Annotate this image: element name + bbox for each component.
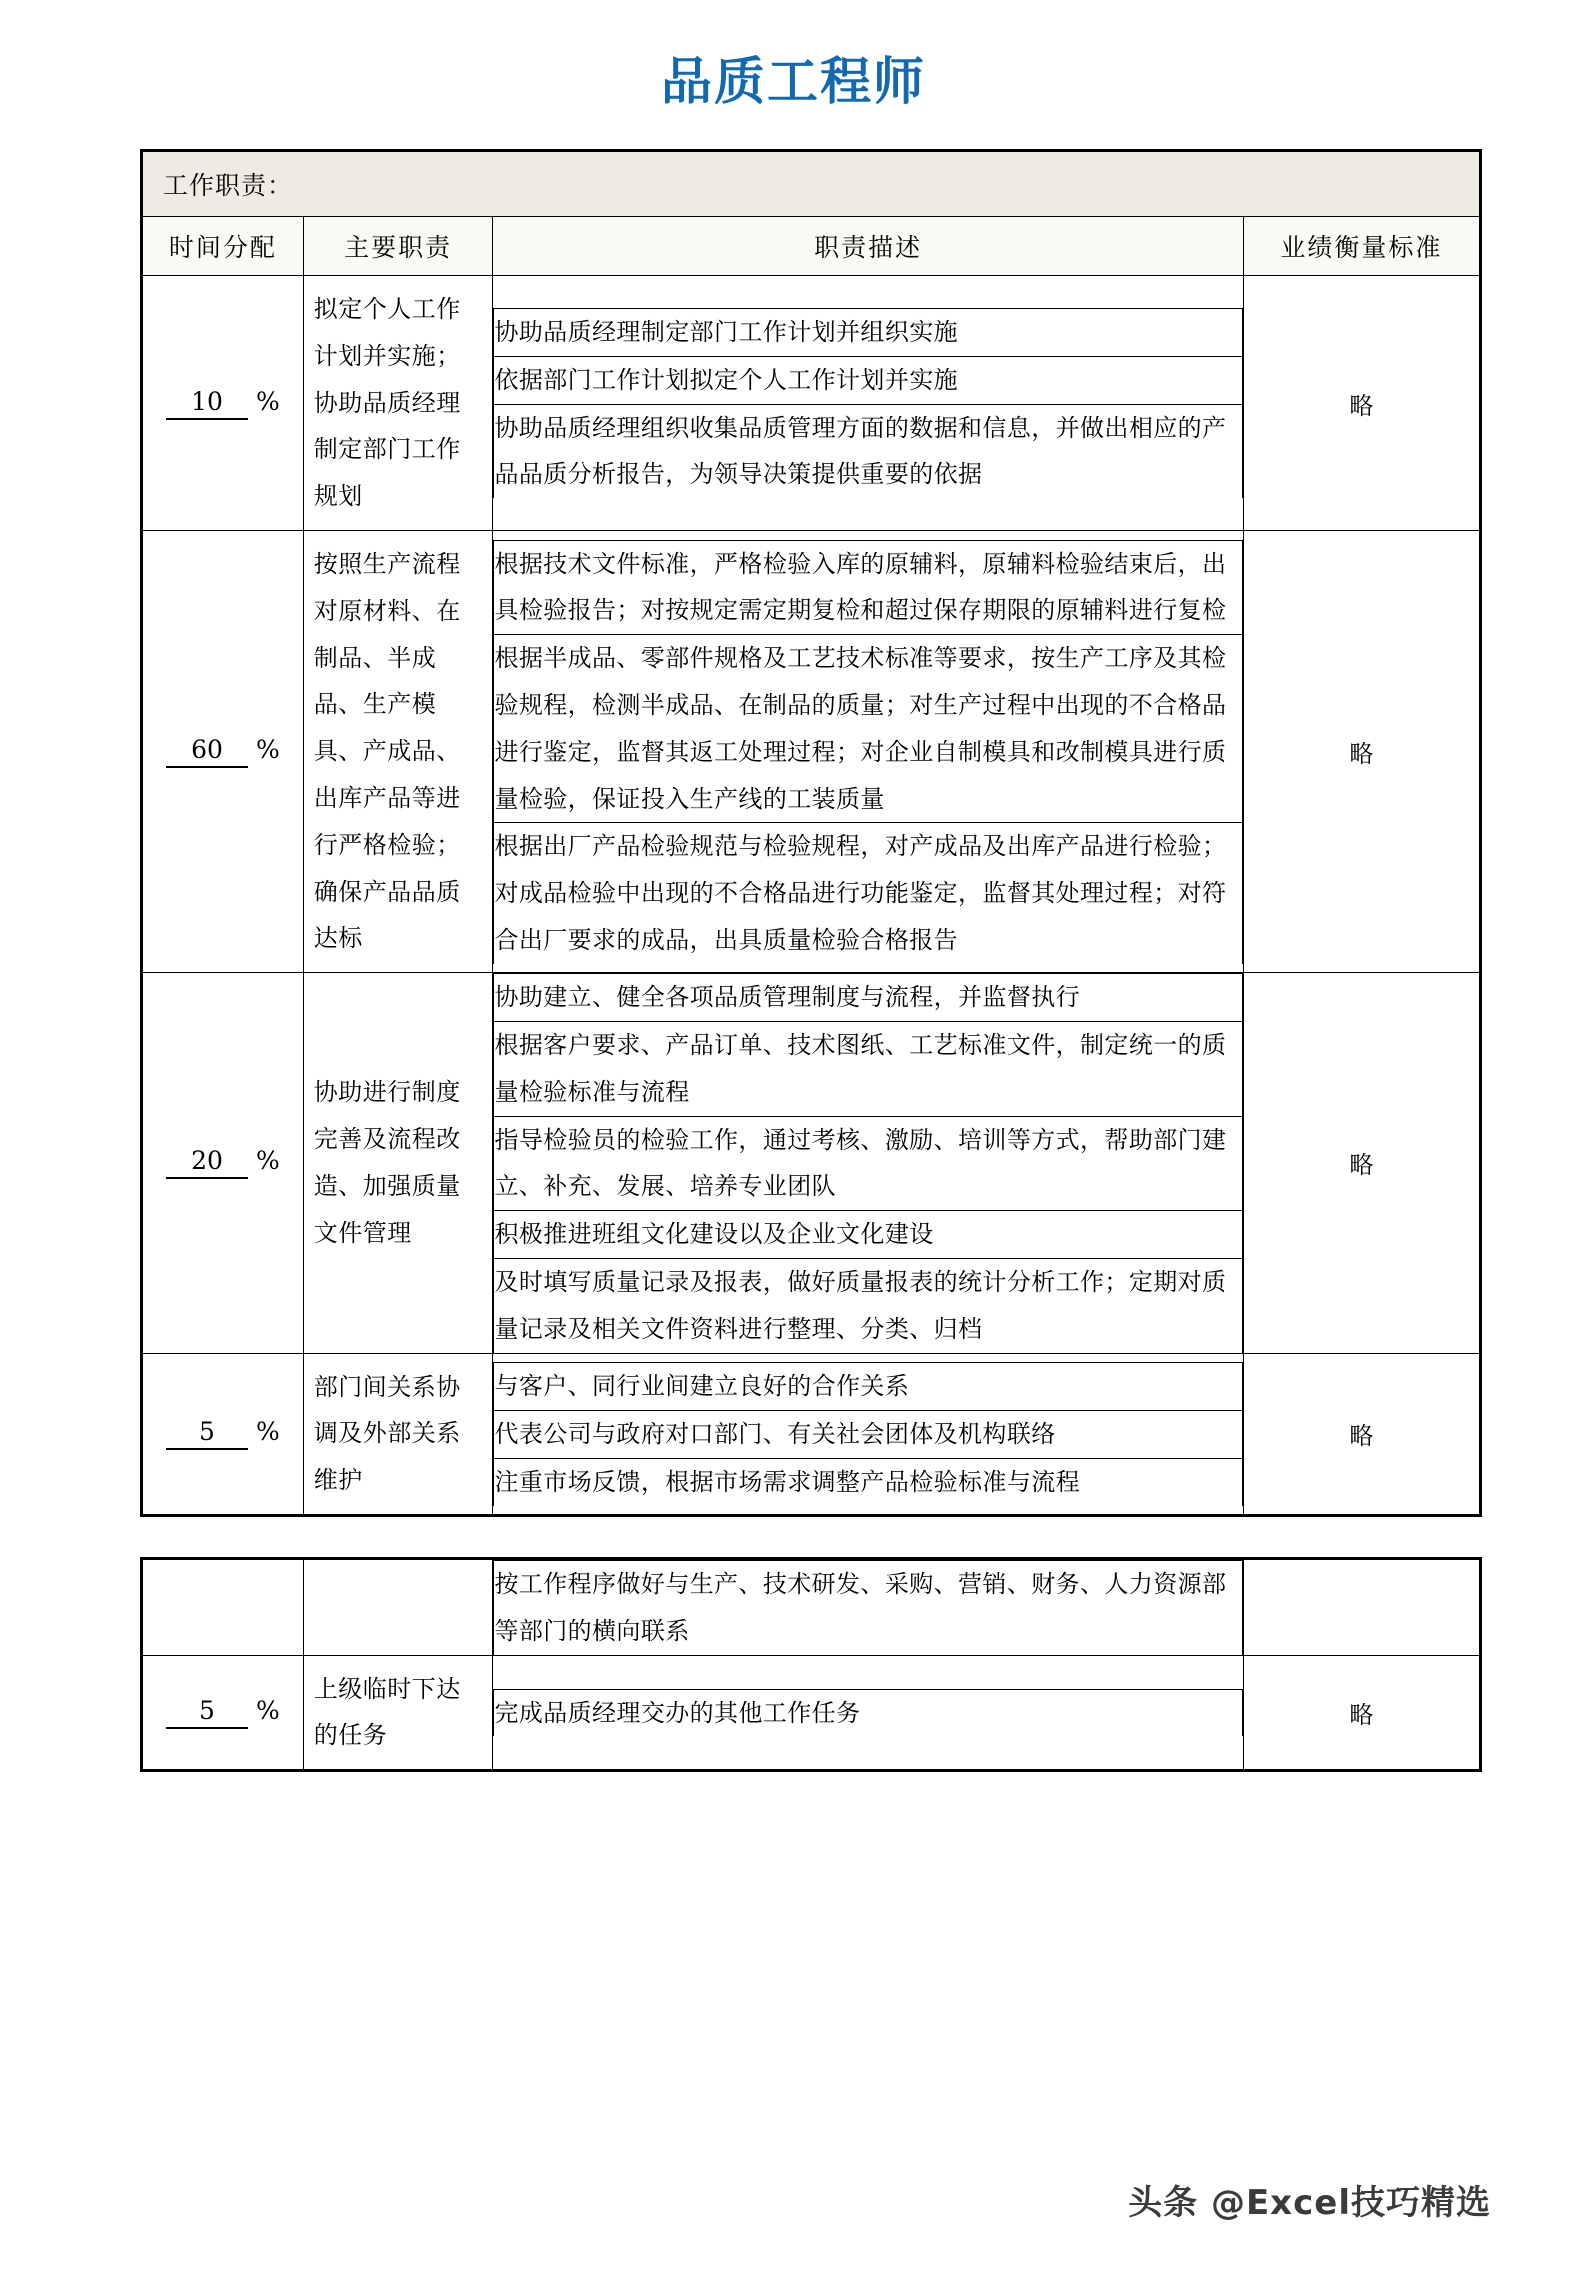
percent-sign: %	[255, 1146, 280, 1176]
percent-field	[166, 387, 280, 420]
description-text: 根据半成品、零部件规格及工艺技术标准等要求，按生产工序及其检验规程，检测半成品、在制品的质量；对生产过程中出现的不合格品进行鉴定，监督其返工处理过程；对企业自制模具和改制模具进行质量检验，保证投入生产线的工装质量	[494, 635, 1242, 823]
list-item	[494, 404, 1242, 498]
description-list	[493, 973, 1242, 1352]
percent-sign: %	[255, 386, 280, 416]
header-main-duty: 主要职责	[303, 217, 493, 276]
description-list	[493, 1560, 1242, 1655]
list-item	[494, 1689, 1242, 1736]
description-text: 指导检验员的检验工作，通过考核、激励、培训等方式，帮助部门建立、补充、发展、培养专业团队	[494, 1116, 1242, 1211]
list-item	[494, 356, 1242, 404]
description-list	[493, 1362, 1242, 1505]
description-text: 协助品质经理制定部门工作计划并组织实施	[494, 308, 1242, 356]
time-allocation-cell	[142, 531, 304, 973]
percent-field	[166, 1146, 280, 1179]
table-row	[142, 531, 1481, 973]
description-text: 及时填写质量记录及报表，做好质量报表的统计分析工作；定期对质量记录及相关文件资料进行整理、分类、归档	[494, 1259, 1242, 1353]
duty-description-cell	[493, 276, 1243, 531]
time-allocation-cell	[142, 973, 304, 1353]
performance-standard-cell	[1243, 1559, 1480, 1656]
description-list	[493, 540, 1242, 964]
main-duty-cell: 按照生产流程对原材料、在制品、半成品、生产模具、产成品、出库产品等进行严格检验；确保产品品质达标	[303, 531, 493, 973]
list-item	[494, 1116, 1242, 1211]
header-duty-description: 职责描述	[493, 217, 1243, 276]
percent-field	[166, 1696, 280, 1729]
header-time-allocation: 时间分配	[142, 217, 304, 276]
main-duty-cell: 协助进行制度完善及流程改造、加强质量文件管理	[303, 973, 493, 1353]
column-header-row	[142, 217, 1481, 276]
job-duties-table	[140, 149, 1482, 1517]
description-list	[493, 308, 1242, 498]
section-band-label: 工作职责：	[142, 151, 1481, 217]
description-list	[493, 1689, 1242, 1737]
list-item	[494, 1211, 1242, 1259]
description-text: 根据客户要求、产品订单、技术图纸、工艺标准文件，制定统一的质量检验标准与流程	[494, 1022, 1242, 1117]
description-text: 完成品质经理交办的其他工作任务	[494, 1689, 1242, 1736]
list-item	[494, 1458, 1242, 1505]
performance-standard-cell: 略	[1243, 276, 1480, 531]
performance-standard-cell: 略	[1243, 973, 1480, 1353]
header-performance-standard: 业绩衡量标准	[1243, 217, 1480, 276]
main-duty-cell: 部门间关系协调及外部关系维护	[303, 1353, 493, 1515]
section-band-row	[142, 151, 1481, 217]
list-item	[494, 1561, 1242, 1655]
table-row	[142, 1655, 1481, 1771]
percent-value: 20	[166, 1146, 248, 1179]
percent-value: 5	[166, 1696, 248, 1729]
description-text: 与客户、同行业间建立良好的合作关系	[494, 1363, 1242, 1411]
table-body-continued	[142, 1559, 1481, 1771]
table-separator-gap	[140, 1517, 1482, 1557]
list-item	[494, 1259, 1242, 1353]
list-item	[494, 635, 1242, 823]
percent-sign: %	[255, 735, 280, 765]
description-text: 代表公司与政府对口部门、有关社会团体及机构联络	[494, 1410, 1242, 1458]
list-item	[494, 1022, 1242, 1117]
description-text: 积极推进班组文化建设以及企业文化建设	[494, 1211, 1242, 1259]
percent-field	[166, 735, 280, 768]
duty-description-cell	[493, 1559, 1243, 1656]
table-row	[142, 276, 1481, 531]
percent-field	[166, 1417, 280, 1450]
time-allocation-cell	[142, 1353, 304, 1515]
description-text: 协助建立、健全各项品质管理制度与流程，并监督执行	[494, 974, 1242, 1022]
list-item	[494, 308, 1242, 356]
main-duty-cell: 拟定个人工作计划并实施；协助品质经理制定部门工作规划	[303, 276, 493, 531]
percent-sign: %	[255, 1695, 280, 1725]
performance-standard-cell: 略	[1243, 1353, 1480, 1515]
watermark: 头条 @Excel技巧精选	[1128, 2183, 1491, 2223]
list-item	[494, 540, 1242, 635]
table-body-main	[142, 151, 1481, 1516]
list-item	[494, 823, 1242, 964]
description-text: 根据技术文件标准，严格检验入库的原辅料，原辅料检验结束后，出具检验报告；对按规定需定期复检和超过保存期限的原辅料进行复检	[494, 540, 1242, 635]
job-duties-table-continued	[140, 1557, 1482, 1772]
description-text: 按工作程序做好与生产、技术研发、采购、营销、财务、人力资源部等部门的横向联系	[494, 1561, 1242, 1655]
percent-value: 5	[166, 1417, 248, 1450]
list-item	[494, 1363, 1242, 1411]
table-row	[142, 1353, 1481, 1515]
main-duty-cell: 上级临时下达的任务	[303, 1655, 493, 1771]
table-row	[142, 1559, 1481, 1656]
time-allocation-cell	[142, 1559, 304, 1656]
time-allocation-cell	[142, 1655, 304, 1771]
description-text: 根据出厂产品检验规范与检验规程，对产成品及出库产品进行检验；对成品检验中出现的不合格品进行功能鉴定，监督其处理过程；对符合出厂要求的成品，出具质量检验合格报告	[494, 823, 1242, 964]
duty-description-cell	[493, 973, 1243, 1353]
duty-description-cell	[493, 531, 1243, 973]
list-item	[494, 1410, 1242, 1458]
performance-standard-cell: 略	[1243, 531, 1480, 973]
description-text: 协助品质经理组织收集品质管理方面的数据和信息，并做出相应的产品品质分析报告，为领导决策提供重要的依据	[494, 404, 1242, 498]
time-allocation-cell	[142, 276, 304, 531]
table-row	[142, 973, 1481, 1353]
performance-standard-cell: 略	[1243, 1655, 1480, 1771]
page-title: 品质工程师	[660, 53, 926, 112]
main-table-container	[140, 149, 1482, 1772]
duty-description-cell	[493, 1353, 1243, 1515]
percent-value: 10	[166, 387, 248, 420]
duty-description-cell	[493, 1655, 1243, 1771]
description-text: 依据部门工作计划拟定个人工作计划并实施	[494, 356, 1242, 404]
percent-sign: %	[255, 1417, 280, 1447]
list-item	[494, 974, 1242, 1022]
main-duty-cell	[303, 1559, 493, 1656]
description-text: 注重市场反馈，根据市场需求调整产品检验标准与流程	[494, 1458, 1242, 1505]
percent-value: 60	[166, 735, 248, 768]
